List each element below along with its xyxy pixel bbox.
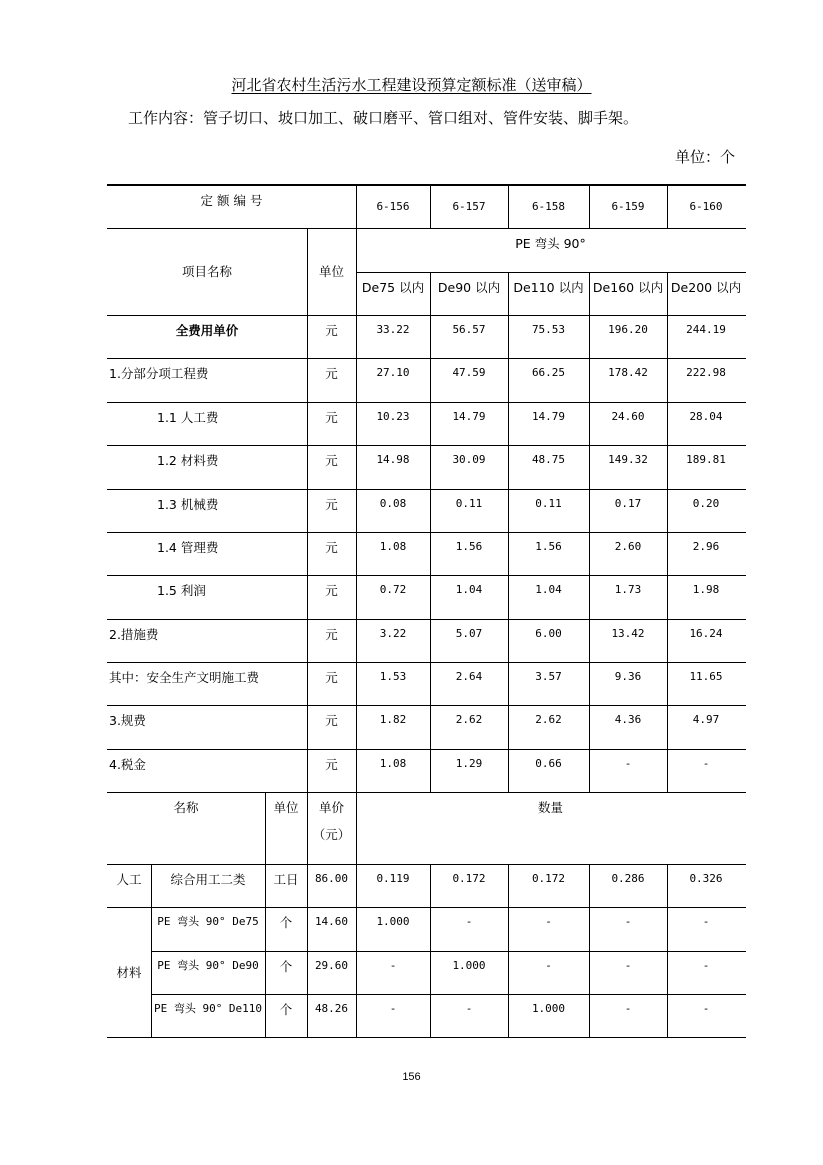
cost-value: 56.57 [452,323,486,336]
cost-value: 1.29 [455,757,483,770]
table-rule [667,272,668,792]
cost-value: 178.42 [608,366,648,379]
cost-value: 1.56 [455,540,483,553]
cost-value: 1.04 [535,583,562,596]
cost-value: 1.56 [535,540,562,553]
cost-value: - [624,757,632,770]
cost-item-unit: 元 [325,540,338,555]
table-rule [107,705,746,706]
cost-item-name: 1.5 利润 [157,583,206,598]
document-title-text: 河北省农村生活污水工程建设预算定额标准（送审稿） [231,76,592,94]
material-quantity: - [624,915,632,928]
material-quantity: - [702,1002,710,1015]
table-rule [265,792,266,1037]
cost-value: 6.00 [535,627,562,640]
table-rule [107,907,746,908]
cost-value: 2.62 [455,713,483,726]
table-rule [667,185,668,228]
cost-value: 2.60 [614,540,642,553]
table-rule [107,662,746,663]
cost-value: 14.79 [452,410,486,423]
page-number: 156 [402,1071,421,1083]
cost-value: 0.20 [692,497,720,510]
cost-value: - [702,757,710,770]
cost-value: 1.08 [379,757,407,770]
cost-value: 3.57 [535,670,562,683]
material-price: 29.60 [314,959,349,972]
labor-quantity: 0.119 [376,872,410,885]
cost-value: 244.19 [686,323,726,336]
table-rule [107,1037,746,1038]
cost-value: 16.24 [689,627,723,640]
table-rule [107,575,746,576]
price-label-line1: 单价 [318,800,344,815]
material-name: PE 弯头 90° De75 [157,915,259,928]
table-rule [107,445,746,446]
cost-item-unit: 元 [325,670,338,685]
material-quantity: - [465,1002,473,1015]
table-rule [107,619,746,620]
table-rule [151,864,152,1037]
material-quantity: - [389,959,397,972]
cost-value: 47.59 [452,366,486,379]
material-quantity: - [702,959,710,972]
cost-value: 2.64 [455,670,483,683]
material-category: 材料 [116,964,142,980]
labor-name: 综合用工二类 [170,872,246,887]
cost-value: 189.81 [686,453,726,466]
table-rule [430,185,431,228]
cost-value: 9.36 [614,670,642,683]
cost-item-name: 3.规费 [109,713,146,728]
material-quantity: - [465,915,473,928]
cost-value: 1.08 [379,540,407,553]
material-price: 48.26 [314,1002,349,1015]
table-rule [667,864,668,1037]
cost-value: 48.75 [531,453,566,466]
material-quantity: - [624,959,632,972]
material-name: PE 弯头 90° De110 [153,1002,263,1015]
quantity-header: 数量 [537,800,563,815]
cost-item-name: 1.3 机械费 [157,497,219,512]
material-quantity: 1.000 [376,915,410,928]
quota-code: 6-158 [531,199,566,213]
cost-value: 5.07 [455,627,483,640]
cost-value: 1.53 [379,670,407,683]
material-quantity: - [702,915,710,928]
item-name-header: 项目名称 [181,264,232,279]
cost-item-unit: 元 [325,627,338,642]
size-header: De90 以内 [437,280,501,295]
table-rule [107,489,746,490]
cost-item-unit: 元 [325,323,338,338]
table-rule [430,864,431,1037]
table-rule [151,951,746,952]
quota-table [107,184,745,1038]
cost-value: 10.23 [376,410,410,423]
cost-value: 33.22 [376,323,410,336]
quota-code: 6-160 [689,199,723,213]
table-rule [589,185,590,228]
table-rule [508,185,509,228]
cost-value: 1.04 [455,583,483,596]
cost-value: 4.36 [614,713,642,726]
cost-value: 1.98 [692,583,720,596]
resource-unit-header: 单位 [273,800,299,815]
cost-item-unit: 元 [325,366,338,381]
size-header: De110 以内 [513,280,584,295]
cost-value: 0.11 [535,497,562,510]
quota-code: 6-159 [611,199,645,213]
cost-item-name: 1.2 材料费 [157,453,219,468]
cost-item-unit: 元 [325,713,338,728]
table-rule [107,749,746,750]
table-rule [430,272,431,792]
cost-item-name: 其中：安全生产文明施工费 [109,670,260,685]
quota-code: 6-157 [452,199,486,213]
cost-value: 1.82 [379,713,407,726]
cost-item-name: 1.4 管理费 [157,540,219,555]
labor-category: 人工 [116,872,142,887]
labor-quantity: 0.326 [689,872,723,885]
cost-item-unit: 元 [325,497,338,512]
table-rule [508,864,509,1037]
cost-item-unit: 元 [325,453,338,468]
labor-price: 86.00 [314,872,349,885]
cost-value: 0.08 [379,497,407,510]
table-rule [589,272,590,792]
cost-item-name: 4.税金 [109,757,146,772]
table-rule [107,532,746,533]
cost-value: 2.62 [535,713,562,726]
table-rule [107,184,746,186]
cost-value: 14.98 [376,453,410,466]
cost-value: 14.79 [531,410,566,423]
cost-value: 0.17 [614,497,642,510]
material-name: PE 弯头 90° De90 [157,959,259,972]
table-rule [589,864,590,1037]
cost-value: 222.98 [686,366,726,379]
material-quantity: - [545,959,552,972]
table-rule [508,272,509,792]
size-header: De200 以内 [670,280,742,295]
resource-name-header: 名称 [173,800,199,815]
material-unit: 个 [279,1002,293,1017]
table-rule [307,228,308,1037]
material-quantity: - [389,1002,397,1015]
table-rule [107,792,746,793]
material-quantity: 1.000 [531,1002,566,1015]
cost-value: 24.60 [611,410,645,423]
table-rule [107,864,746,865]
material-quantity: - [545,915,552,928]
table-rule [356,272,746,273]
cost-value: 0.11 [455,497,483,510]
labor-quantity: 0.172 [452,872,486,885]
cost-item-name: 2.措施费 [109,627,159,642]
cost-value: 1.73 [614,583,642,596]
price-label-line2: （元） [312,827,351,842]
unit-header: 单位 [318,264,344,279]
cost-value: 0.66 [535,757,562,770]
unit-note: 单位：个 [674,148,735,166]
cost-item-name: 1.分部分项工程费 [109,366,209,381]
cost-value: 28.04 [689,410,723,423]
cost-value: 11.65 [689,670,723,683]
cost-value: 13.42 [611,627,645,640]
resource-price-header [307,792,356,864]
table-rule [107,228,746,229]
cost-value: 66.25 [531,366,566,379]
cost-item-name: 全费用单价 [175,323,239,338]
material-unit: 个 [279,959,293,974]
cost-item-unit: 元 [325,583,338,598]
size-header: De75 以内 [361,280,425,295]
cost-value: 30.09 [452,453,486,466]
material-price: 14.60 [314,915,349,928]
quota-number-label: 定 额 编 号 [200,193,263,208]
cost-value: 75.53 [531,323,566,336]
size-header: De160 以内 [592,280,664,295]
table-rule [356,185,357,1037]
document-title [0,74,823,95]
material-unit: 个 [279,915,293,930]
cost-item-name: 1.1 人工费 [157,410,219,425]
labor-quantity: 0.172 [531,872,566,885]
table-rule [107,315,746,316]
cost-value: 149.32 [608,453,648,466]
cost-value: 27.10 [376,366,410,379]
cost-value: 4.97 [692,713,720,726]
material-quantity: 1.000 [452,959,486,972]
table-rule [151,994,746,995]
group-header: PE 弯头 90° [515,236,586,251]
work-content: 工作内容：管子切口、坡口加工、破口磨平、管口组对、管件安装、脚手架。 [128,109,639,127]
quota-code: 6-156 [376,199,410,213]
cost-item-unit: 元 [325,410,338,425]
material-quantity: - [624,1002,632,1015]
labor-unit: 工日 [273,872,299,887]
cost-value: 0.72 [379,583,407,596]
cost-item-unit: 元 [325,757,338,772]
labor-quantity: 0.286 [611,872,645,885]
table-rule [107,358,746,359]
cost-value: 3.22 [379,627,407,640]
cost-value: 196.20 [608,323,648,336]
cost-value: 2.96 [692,540,720,553]
table-rule [107,402,746,403]
